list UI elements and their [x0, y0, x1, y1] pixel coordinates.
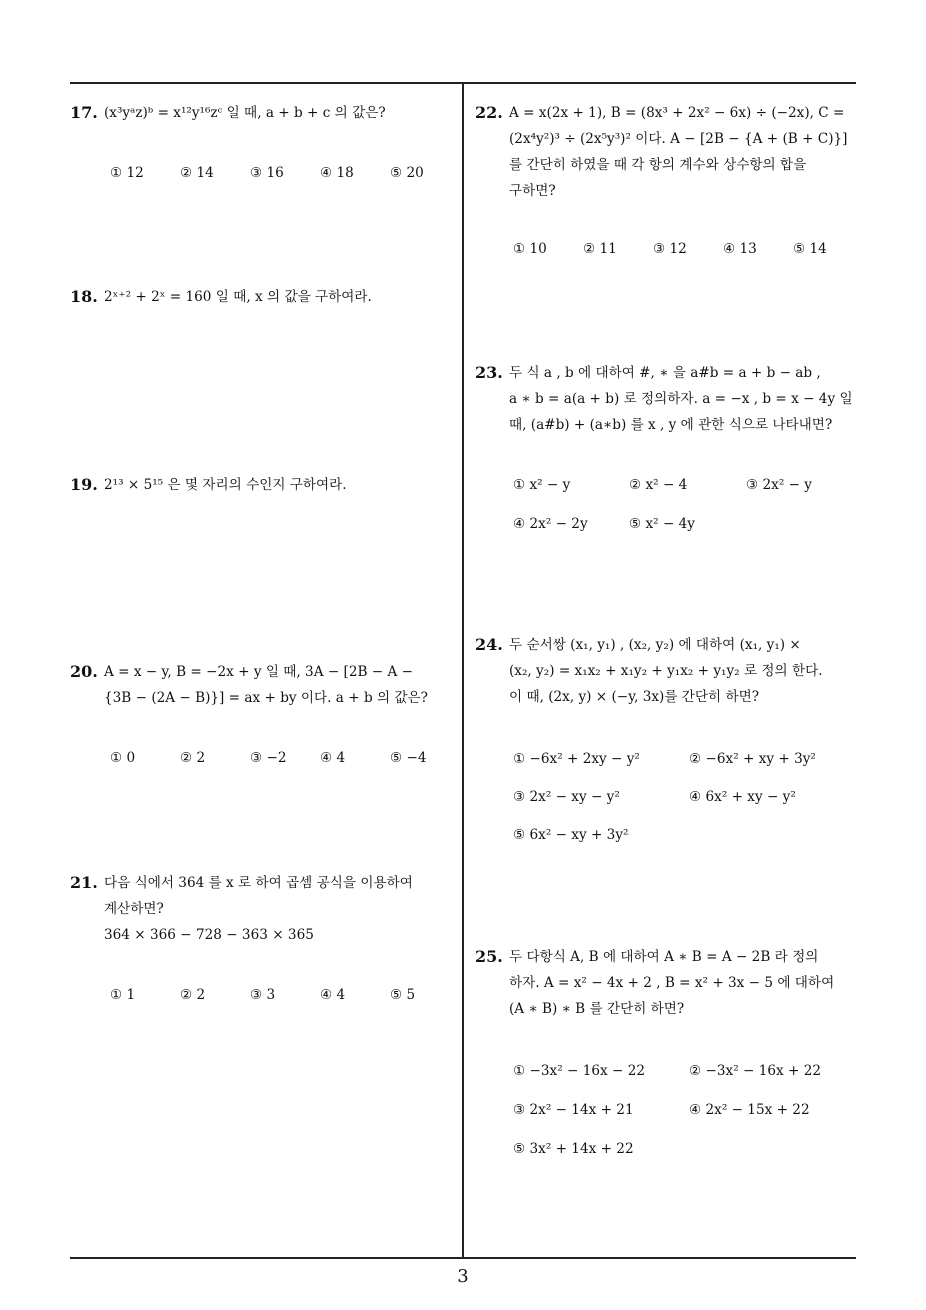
problem-number: 25.: [475, 947, 503, 966]
choice-2[interactable]: ② −3x² − 16x + 22: [689, 1063, 821, 1079]
problem-stem-line: (2x⁴y²)³ ÷ (2x⁵y³)² 이다. A − [2B − {A + (B + C)}]: [509, 131, 848, 147]
problem-stem-line: 계산하면?: [104, 901, 164, 917]
choice-5[interactable]: ⑤ 3x² + 14x + 22: [513, 1141, 634, 1157]
problem-stem-line: 2¹³ × 5¹⁵ 은 몇 자리의 수인지 구하여라.: [104, 477, 347, 493]
problem-stem-line: {3B − (2A − B)}] = ax + by 이다. a + b 의 값은?: [104, 690, 428, 706]
choice-3[interactable]: ③ −2: [250, 750, 287, 766]
problem-stem-line: 하자. A = x² − 4x + 2 , B = x² + 3x − 5 에 대하여: [509, 975, 835, 991]
problem-stem-line: 두 다항식 A, B 에 대하여 A ∗ B = A − 2B 라 정의: [509, 949, 819, 965]
choice-5[interactable]: ⑤ x² − 4y: [629, 516, 695, 532]
problem-stem-line: 두 식 a , b 에 대하여 #, ∗ 을 a#b = a + b − ab ,: [509, 365, 821, 381]
problem-stem-line: 다음 식에서 364 를 x 로 하여 곱셈 공식을 이용하여: [104, 875, 413, 891]
problem-stem-line: (x₂, y₂) = x₁x₂ + x₁y₂ + y₁x₂ + y₁y₂ 로 정의 한다.: [509, 663, 823, 679]
problem-number: 22.: [475, 103, 503, 122]
problem-stem-line: a ∗ b = a(a + b) 로 정의하자. a = −x , b = x − 4y 일: [509, 391, 853, 407]
choice-5[interactable]: ⑤ 20: [390, 165, 424, 181]
choice-5[interactable]: ⑤ −4: [390, 750, 427, 766]
choice-1[interactable]: ① −3x² − 16x − 22: [513, 1063, 645, 1079]
problem-24: [475, 632, 860, 852]
problem-22: [475, 100, 860, 265]
choice-4[interactable]: ④ 4: [320, 987, 346, 1003]
problem-stem-line: 2ˣ⁺² + 2ˣ = 160 일 때, x 의 값을 구하여라.: [104, 289, 372, 305]
problem-number: 23.: [475, 363, 503, 382]
problem-17: [70, 100, 455, 200]
problem-stem-line: 때, (a#b) + (a∗b) 를 x , y 에 관한 식으로 나타내면?: [509, 417, 833, 433]
choice-1[interactable]: ① 0: [110, 750, 136, 766]
problem-19: [70, 472, 455, 502]
problem-number: 17.: [70, 103, 98, 122]
problem-stem-line: A = x − y, B = −2x + y 일 때, 3A − [2B − A −: [104, 664, 414, 680]
choice-3[interactable]: ③ 16: [250, 165, 284, 181]
problem-stem-line: (A ∗ B) ∗ B 를 간단히 하면?: [509, 1001, 685, 1017]
choice-3[interactable]: ③ 12: [653, 241, 687, 257]
problem-number: 24.: [475, 635, 503, 654]
choice-4[interactable]: ④ 13: [723, 241, 757, 257]
choice-5[interactable]: ⑤ 6x² − xy + 3y²: [513, 827, 629, 843]
choice-4[interactable]: ④ 4: [320, 750, 346, 766]
choice-3[interactable]: ③ 2x² − 14x + 21: [513, 1102, 634, 1118]
problem-stem-line: (x³yᵃz)ᵇ = x¹²y¹⁶zᶜ 일 때, a + b + c 의 값은?: [104, 105, 386, 121]
choice-1[interactable]: ① 12: [110, 165, 144, 181]
choice-3[interactable]: ③ 2x² − xy − y²: [513, 789, 620, 805]
page-number: 3: [457, 1266, 469, 1287]
choice-4[interactable]: ④ 2x² − 2y: [513, 516, 588, 532]
choice-2[interactable]: ② 2: [180, 987, 206, 1003]
problem-25: [475, 944, 860, 1164]
choice-3[interactable]: ③ 2x² − y: [746, 477, 812, 493]
column-divider: [462, 82, 464, 1258]
problem-number: 20.: [70, 662, 98, 681]
choice-4[interactable]: ④ 2x² − 15x + 22: [689, 1102, 810, 1118]
problem-21: [70, 870, 455, 1010]
problem-20: [70, 659, 455, 779]
choice-2[interactable]: ② 11: [583, 241, 617, 257]
problem-stem-line: 이 때, (2x, y) × (−y, 3x)를 간단히 하면?: [509, 689, 760, 705]
choice-3[interactable]: ③ 3: [250, 987, 276, 1003]
problem-stem-line: 를 간단히 하였을 때 각 항의 계수와 상수항의 합을: [509, 157, 807, 173]
choice-4[interactable]: ④ 18: [320, 165, 354, 181]
problem-stem-line: 두 순서쌍 (x₁, y₁) , (x₂, y₂) 에 대하여 (x₁, y₁) ×: [509, 637, 801, 653]
problem-stem-line: 구하면?: [509, 183, 556, 199]
problem-number: 19.: [70, 475, 98, 494]
choice-5[interactable]: ⑤ 14: [793, 241, 827, 257]
bottom-rule: [70, 1257, 856, 1259]
choice-2[interactable]: ② 14: [180, 165, 214, 181]
choice-1[interactable]: ① 1: [110, 987, 136, 1003]
choice-2[interactable]: ② 2: [180, 750, 206, 766]
problem-number: 21.: [70, 873, 98, 892]
problem-number: 18.: [70, 287, 98, 306]
choice-1[interactable]: ① −6x² + 2xy − y²: [513, 751, 640, 767]
choice-4[interactable]: ④ 6x² + xy − y²: [689, 789, 796, 805]
choice-2[interactable]: ② x² − 4: [629, 477, 688, 493]
problem-stem-line: A = x(2x + 1), B = (8x³ + 2x² − 6x) ÷ (−2x), C =: [509, 105, 845, 121]
choice-1[interactable]: ① x² − y: [513, 477, 571, 493]
choice-1[interactable]: ① 10: [513, 241, 547, 257]
problem-23: [475, 360, 860, 540]
choice-5[interactable]: ⑤ 5: [390, 987, 416, 1003]
choice-2[interactable]: ② −6x² + xy + 3y²: [689, 751, 816, 767]
problem-expression: 364 × 366 − 728 − 363 × 365: [104, 927, 314, 943]
problem-18: [70, 284, 455, 314]
